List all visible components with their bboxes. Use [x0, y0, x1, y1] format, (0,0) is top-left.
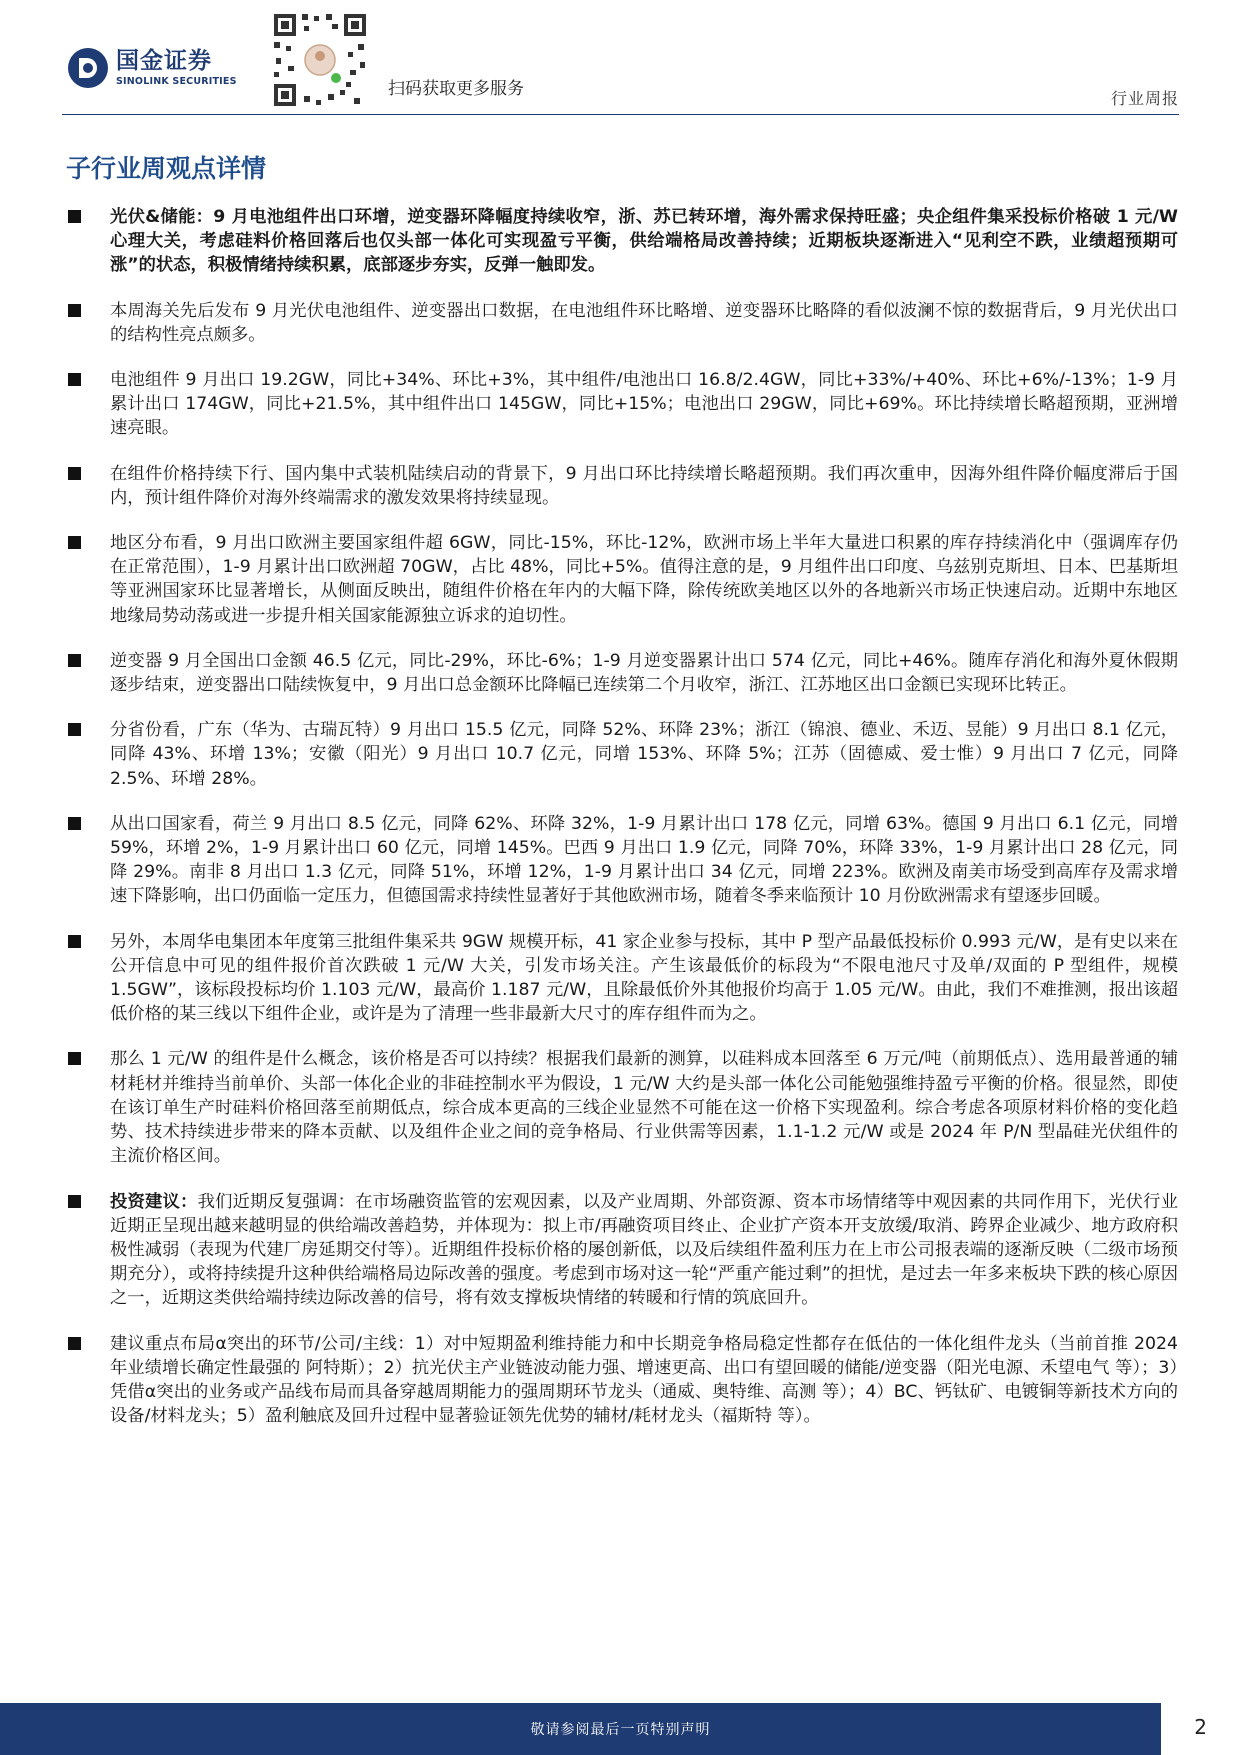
page-footer	[0, 1703, 1241, 1755]
paragraph-lead: 投资建议：	[110, 1191, 198, 1212]
bullet-square-icon	[68, 536, 81, 549]
bullet-square-icon	[68, 723, 81, 736]
qr-caption: 扫码获取更多服务	[388, 79, 524, 99]
paragraph: 另外，本周华电集团本年度第三批组件集采共 9GW 规模开标，41 家企业参与投标，其中 P 型产品最低投标价 0.993 元/W，是有史以来在公开信息中可见的组件报价首次跌破 1 元/W 大关，引发市场关注。产生该最低价的标段为“不限电池尺寸及单/双面的 P 型组件，规模 1.5GW”，该标段投标均价 1.103 元/W，最高价 1.187 元/W，且除最低价外其他报价均高于 1.05 元/W。由此，我们不难推测，报出该超低价格的某三线以下组件企业，或许是为了清理一些非最新大尺寸的库存组件而为之。	[68, 930, 1178, 1027]
paragraph-investment-advice: 投资建议：我们近期反复强调：在市场融资监管的宏观因素，以及产业周期、外部资源、资本市场情绪等中观因素的共同作用下，光伏行业近期正呈现出越来越明显的供给端改善趋势，并体现为：拟上市/再融资项目终止、企业扩产资本开支放缓/取消、跨界企业减少、地方政府积极性减弱（表现为代建厂房延期交付等）。近期组件投标价格的屡创新低，以及后续组件盈利压力在上市公司报表端的逐渐反映（二级市场预期充分），或将持续提升这种供给端格局边际改善的强度。考虑到市场对这一轮“严重产能过剩”的担忧，是过去一年多来板块下跌的核心原因之一，近期这类供给端持续边际改善的信号，将有效支撑板块情绪的转暖和行情的筑底回升。	[68, 1190, 1178, 1311]
page-header	[0, 0, 1241, 118]
bullet-square-icon	[68, 373, 81, 386]
qr-code-icon[interactable]	[270, 10, 370, 110]
paragraph: 分省份看，广东（华为、古瑞瓦特）9 月出口 15.5 亿元，同降 52%、环降 23%；浙江（锦浪、德业、禾迈、昱能）9 月出口 8.1 亿元，同降 43%、环增 13%；安徽（阳光）9 月出口 10.7 亿元，同增 153%、环降 5%；江苏（固德威、爱士惟）9 月出口 7 亿元，同降 2.5%、环增 28%。	[68, 718, 1178, 791]
bullet-square-icon	[68, 1195, 81, 1208]
paragraph: 建议重点布局α突出的环节/公司/主线：1）对中短期盈利维持能力和中长期竞争格局稳定性都存在低估的一体化组件龙头（当前首推 2024 年业绩增长确定性最强的 阿特斯）；2）抗光伏主产业链波动能力强、增速更高、出口有望回暖的储能/逆变器（阳光电源、禾望电气 等）；3）凭借α突出的业务或产品线布局而具备穿越周期能力的强周期环节龙头（通威、奥特维、高测 等）；4）BC、钙钛矿、电镀铜等新技术方向的设备/材料龙头；5）盈利触底及回升过程中显著验证领先优势的辅材/耗材龙头（福斯特 等）。	[68, 1332, 1178, 1429]
bullet-square-icon	[68, 817, 81, 830]
bullet-square-icon	[68, 210, 81, 223]
bullet-square-icon	[68, 304, 81, 317]
content-body	[68, 205, 1178, 1449]
paragraph-summary: 光伏&储能：9 月电池组件出口环增，逆变器环降幅度持续收窄，浙、苏已转环增，海外需求保持旺盛；央企组件集采投标价格破 1 元/W 心理大关，考虑硅料价格回落后也仅头部一体化可实现盈亏平衡，供给端格局改善持续；近期板块逐渐进入“见利空不跌，业绩超预期可涨”的状态，积极情绪持续积累，底部逐步夯实，反弹一触即发。	[68, 205, 1178, 278]
paragraph: 那么 1 元/W 的组件是什么概念，该价格是否可以持续？根据我们最新的测算，以硅料成本回落至 6 万元/吨（前期低点）、选用最普通的辅材耗材并维持当前单价、头部一体化企业的非硅控制水平为假设，1 元/W 大约是头部一体化公司能勉强维持盈亏平衡的价格。很显然，即使在该订单生产时硅料价格回落至前期低点，综合成本更高的三线企业显然不可能在这一价格下实现盈利。综合考虑各项原材料价格的变化趋势、技术持续进步带来的降本贡献、以及组件企业之间的竞争格局、行业供需等因素，1.1-1.2 元/W 或是 2024 年 P/N 型晶硅光伏组件的主流价格区间。	[68, 1047, 1178, 1168]
page-number: 2	[1194, 1715, 1207, 1739]
logo-mark-icon	[68, 48, 108, 88]
header-divider	[62, 114, 1179, 115]
paragraph: 从出口国家看，荷兰 9 月出口 8.5 亿元，同降 62%、环降 32%，1-9 月累计出口 178 亿元，同增 63%。德国 9 月出口 6.1 亿元，同增 59%，环增 2%，1-9 月累计出口 60 亿元，同增 145%。巴西 9 月出口 1.9 亿元，同降 70%，环降 33%，1-9 月累计出口 28 亿元，同降 29%。南非 8 月出口 1.3 亿元，同降 51%，环增 12%，1-9 月累计出口 34 亿元，同增 223%。欧洲及南美市场受到高库存及需求增速下降影响，出口仍面临一定压力，但德国需求持续性显著好于其他欧洲市场，随着冬季来临预计 10 月份欧洲需求有望逐步回暖。	[68, 812, 1178, 909]
bullet-square-icon	[68, 467, 81, 480]
paragraph: 本周海关先后发布 9 月光伏电池组件、逆变器出口数据，在电池组件环比略增、逆变器环比略降的看似波澜不惊的数据背后，9 月光伏出口的结构性亮点颇多。	[68, 299, 1178, 347]
logo-name-en: SINOLINK SECURITIES	[116, 75, 237, 87]
footer-disclaimer: 敬请参阅最后一页特别声明	[530, 1722, 711, 1738]
bullet-square-icon	[68, 1052, 81, 1065]
paragraph: 地区分布看，9 月出口欧洲主要国家组件超 6GW，同比-15%，环比-12%，欧洲市场上半年大量进口积累的库存持续消化中（强调库存仍在正常范围），1-9 月累计出口欧洲超 70GW，占比 48%，同比+5%。值得注意的是，9 月组件出口印度、乌兹别克斯坦、日本、巴基斯坦等亚洲国家环比显著增长，从侧面反映出，随组件价格在年内的大幅下降，除传统欧美地区以外的各地新兴市场正快速启动。近期中东地区地缘局势动荡或进一步提升相关国家能源独立诉求的迫切性。	[68, 531, 1178, 628]
bullet-square-icon	[68, 1337, 81, 1350]
bullet-square-icon	[68, 654, 81, 667]
bullet-square-icon	[68, 935, 81, 948]
logo-name-cn: 国金证券	[116, 47, 212, 74]
section-title: 子行业周观点详情	[66, 154, 267, 183]
paragraph: 逆变器 9 月全国出口金额 46.5 亿元，同比-29%，环比-6%；1-9 月逆变器累计出口 574 亿元，同比+46%。随库存消化和海外夏休假期逐步结束，逆变器出口陆续恢复中，9 月出口总金额环比降幅已连续第二个月收窄，浙江、江苏地区出口金额已实现环比转正。	[68, 649, 1178, 697]
paragraph: 电池组件 9 月出口 19.2GW，同比+34%、环比+3%，其中组件/电池出口 16.8/2.4GW，同比+33%/+40%、环比+6%/-13%；1-9 月累计出口 174GW，同比+21.5%，其中组件出口 145GW，同比+15%；电池出口 29GW，同比+69%。环比持续增长略超预期，亚洲增速亮眼。	[68, 368, 1178, 441]
company-logo	[68, 48, 237, 88]
report-type-label: 行业周报	[1110, 89, 1179, 108]
paragraph: 在组件价格持续下行、国内集中式装机陆续启动的背景下，9 月出口环比持续增长略超预期。我们再次重申，因海外组件降价幅度滞后于国内，预计组件降价对海外终端需求的激发效果将持续显现。	[68, 462, 1178, 510]
